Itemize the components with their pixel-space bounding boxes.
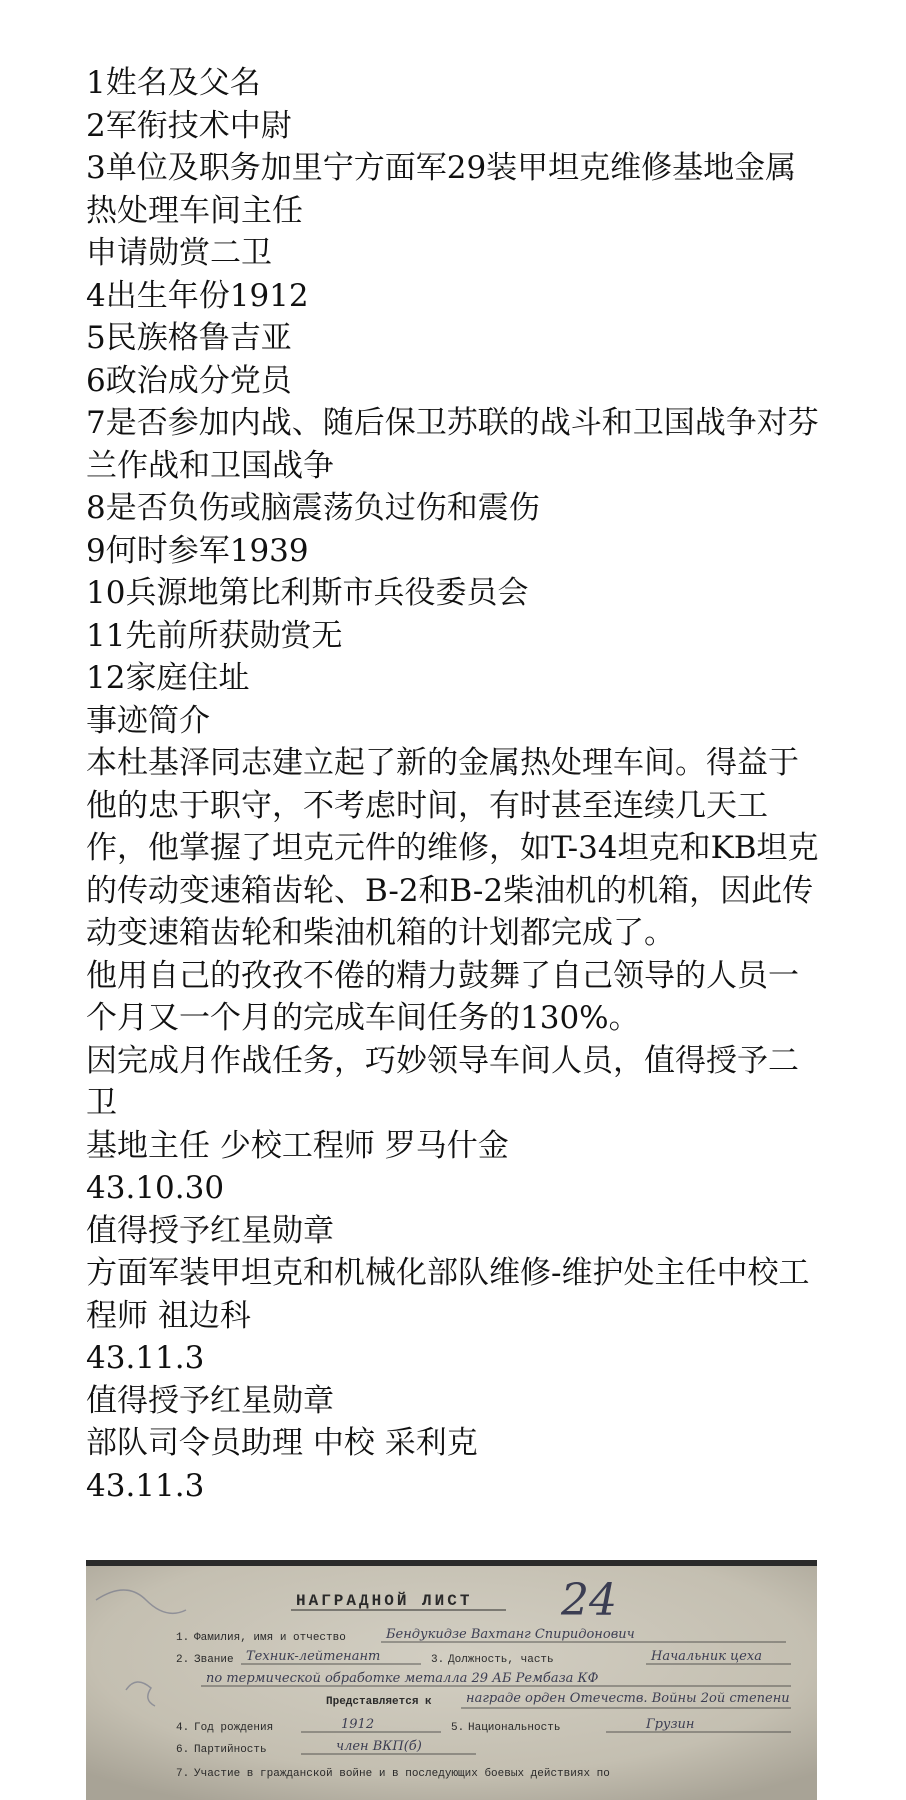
svg-text:Звание: Звание: [194, 1654, 234, 1666]
field-home-address: 12家庭住址: [86, 660, 250, 696]
section-heading-summary: 事迹简介: [86, 702, 210, 739]
field-award-requested: 申请勋赏二卫: [86, 235, 272, 271]
archival-document-scan: [86, 1560, 817, 1800]
svg-text:член ВКП(б): член ВКП(б): [336, 1739, 422, 1754]
svg-text:1912: 1912: [341, 1717, 375, 1732]
svg-text:Партийность: Партийность: [194, 1744, 267, 1756]
date-2: 43.11.3: [86, 1340, 205, 1376]
signature-base-chief: 基地主任 少校工程师 罗马什金: [86, 1127, 509, 1164]
field-name: 1姓名及父名: [86, 65, 261, 101]
svg-text:3.: 3.: [431, 1654, 445, 1666]
field-war-participation: 7是否参加内战、随后保卫苏联的战斗和卫国战争对芬兰作战和卫国战争: [86, 405, 819, 484]
svg-text:Национальность: Национальность: [468, 1722, 561, 1734]
signature-repair-chief: 方面军装甲坦克和机械化部队维修-维护处主任中校工程师 祖边科: [86, 1255, 810, 1334]
summary-paragraph-3: 因完成月作战任务，巧妙领导车间人员，值得授予二卫: [86, 1042, 799, 1121]
field-birth-year: 4出生年份1912: [86, 277, 309, 314]
svg-text:4.: 4.: [176, 1722, 190, 1734]
summary-paragraph-2: 他用自己的孜孜不倦的精力鼓舞了自己领导的人员一个月又一个月的完成车间任务的130%。: [86, 957, 799, 1036]
endorsement-2: 值得授予红星勋章: [86, 1382, 334, 1419]
svg-text:7.: 7.: [176, 1768, 190, 1780]
field-party: 6政治成分党员: [86, 362, 292, 399]
svg-text:2.: 2.: [176, 1654, 190, 1666]
svg-text:Техник-лейтенант: Техник-лейтенант: [246, 1649, 381, 1664]
field-nationality: 5民族格鲁吉亚: [86, 320, 292, 356]
field-rank: 2军衔技术中尉: [86, 107, 292, 144]
field-previous-awards: 11先前所获勋赏无: [86, 617, 343, 654]
scan-row-7: [176, 1767, 610, 1780]
svg-text:награде орден Отечеств. Войны: награде орден Отечеств. Войны 2ой степени: [466, 1691, 790, 1706]
translation-text: [86, 62, 826, 1507]
summary-paragraph-1: 本杜基泽同志建立起了新的金属热处理车间。得益于他的忠于职守，不考虑时间，有时甚至连续几天工作，他掌握了坦克元件的维修，如T-34坦克和KB坦克的传动变速箱齿轮、B-2和B-2柴油机的机箱，因此传动变速箱齿轮和柴油机箱的计划都完成了。: [86, 745, 819, 951]
date-3: 43.11.3: [86, 1467, 205, 1504]
scan-heading: НАГРАДНОЙ ЛИСТ: [296, 1592, 473, 1610]
svg-text:Грузин: Грузин: [646, 1717, 695, 1732]
svg-text:Начальник цеха: Начальник цеха: [651, 1649, 762, 1664]
svg-text:Участие в гражданской войне и: Участие в гражданской войне и в последующих боевых действиях по: [194, 1768, 610, 1780]
svg-text:по термической обработке метал: по термической обработке металла 29 АБ Рембаза КФ: [206, 1671, 599, 1686]
svg-text:6.: 6.: [176, 1744, 190, 1756]
scan-svg: [86, 1560, 817, 1800]
svg-text:Бендукидзе Вахтанг Спиридонови: Бендукидзе Вахтанг Спиридонович: [386, 1627, 635, 1642]
field-wounds: 8是否负伤或脑震荡负过伤和震伤: [86, 490, 540, 526]
svg-text:5.: 5.: [451, 1722, 465, 1734]
endorsement-1: 值得授予红星勋章: [86, 1212, 334, 1249]
handwritten-number: 24: [561, 1575, 617, 1626]
svg-text:Представляется к: Представляется к: [326, 1696, 432, 1708]
svg-text:Год рождения: Год рождения: [194, 1722, 274, 1734]
signature-deputy-commander: 部队司令员助理 中校 采利克: [86, 1425, 478, 1461]
svg-text:1.: 1.: [176, 1632, 190, 1644]
date-1: 43.10.30: [86, 1170, 225, 1206]
svg-text:Должность, часть: Должность, часть: [448, 1654, 554, 1666]
field-draft-office: 10兵源地第比利斯市兵役委员会: [86, 575, 529, 611]
svg-text:Фамилия, имя и отчество: Фамилия, имя и отчество: [194, 1632, 346, 1644]
scan-top-edge: [86, 1560, 817, 1566]
field-unit: 3单位及职务加里宁方面军29装甲坦克维修基地金属热处理车间主任: [86, 150, 797, 229]
field-enlisted: 9何时参军1939: [86, 532, 309, 569]
